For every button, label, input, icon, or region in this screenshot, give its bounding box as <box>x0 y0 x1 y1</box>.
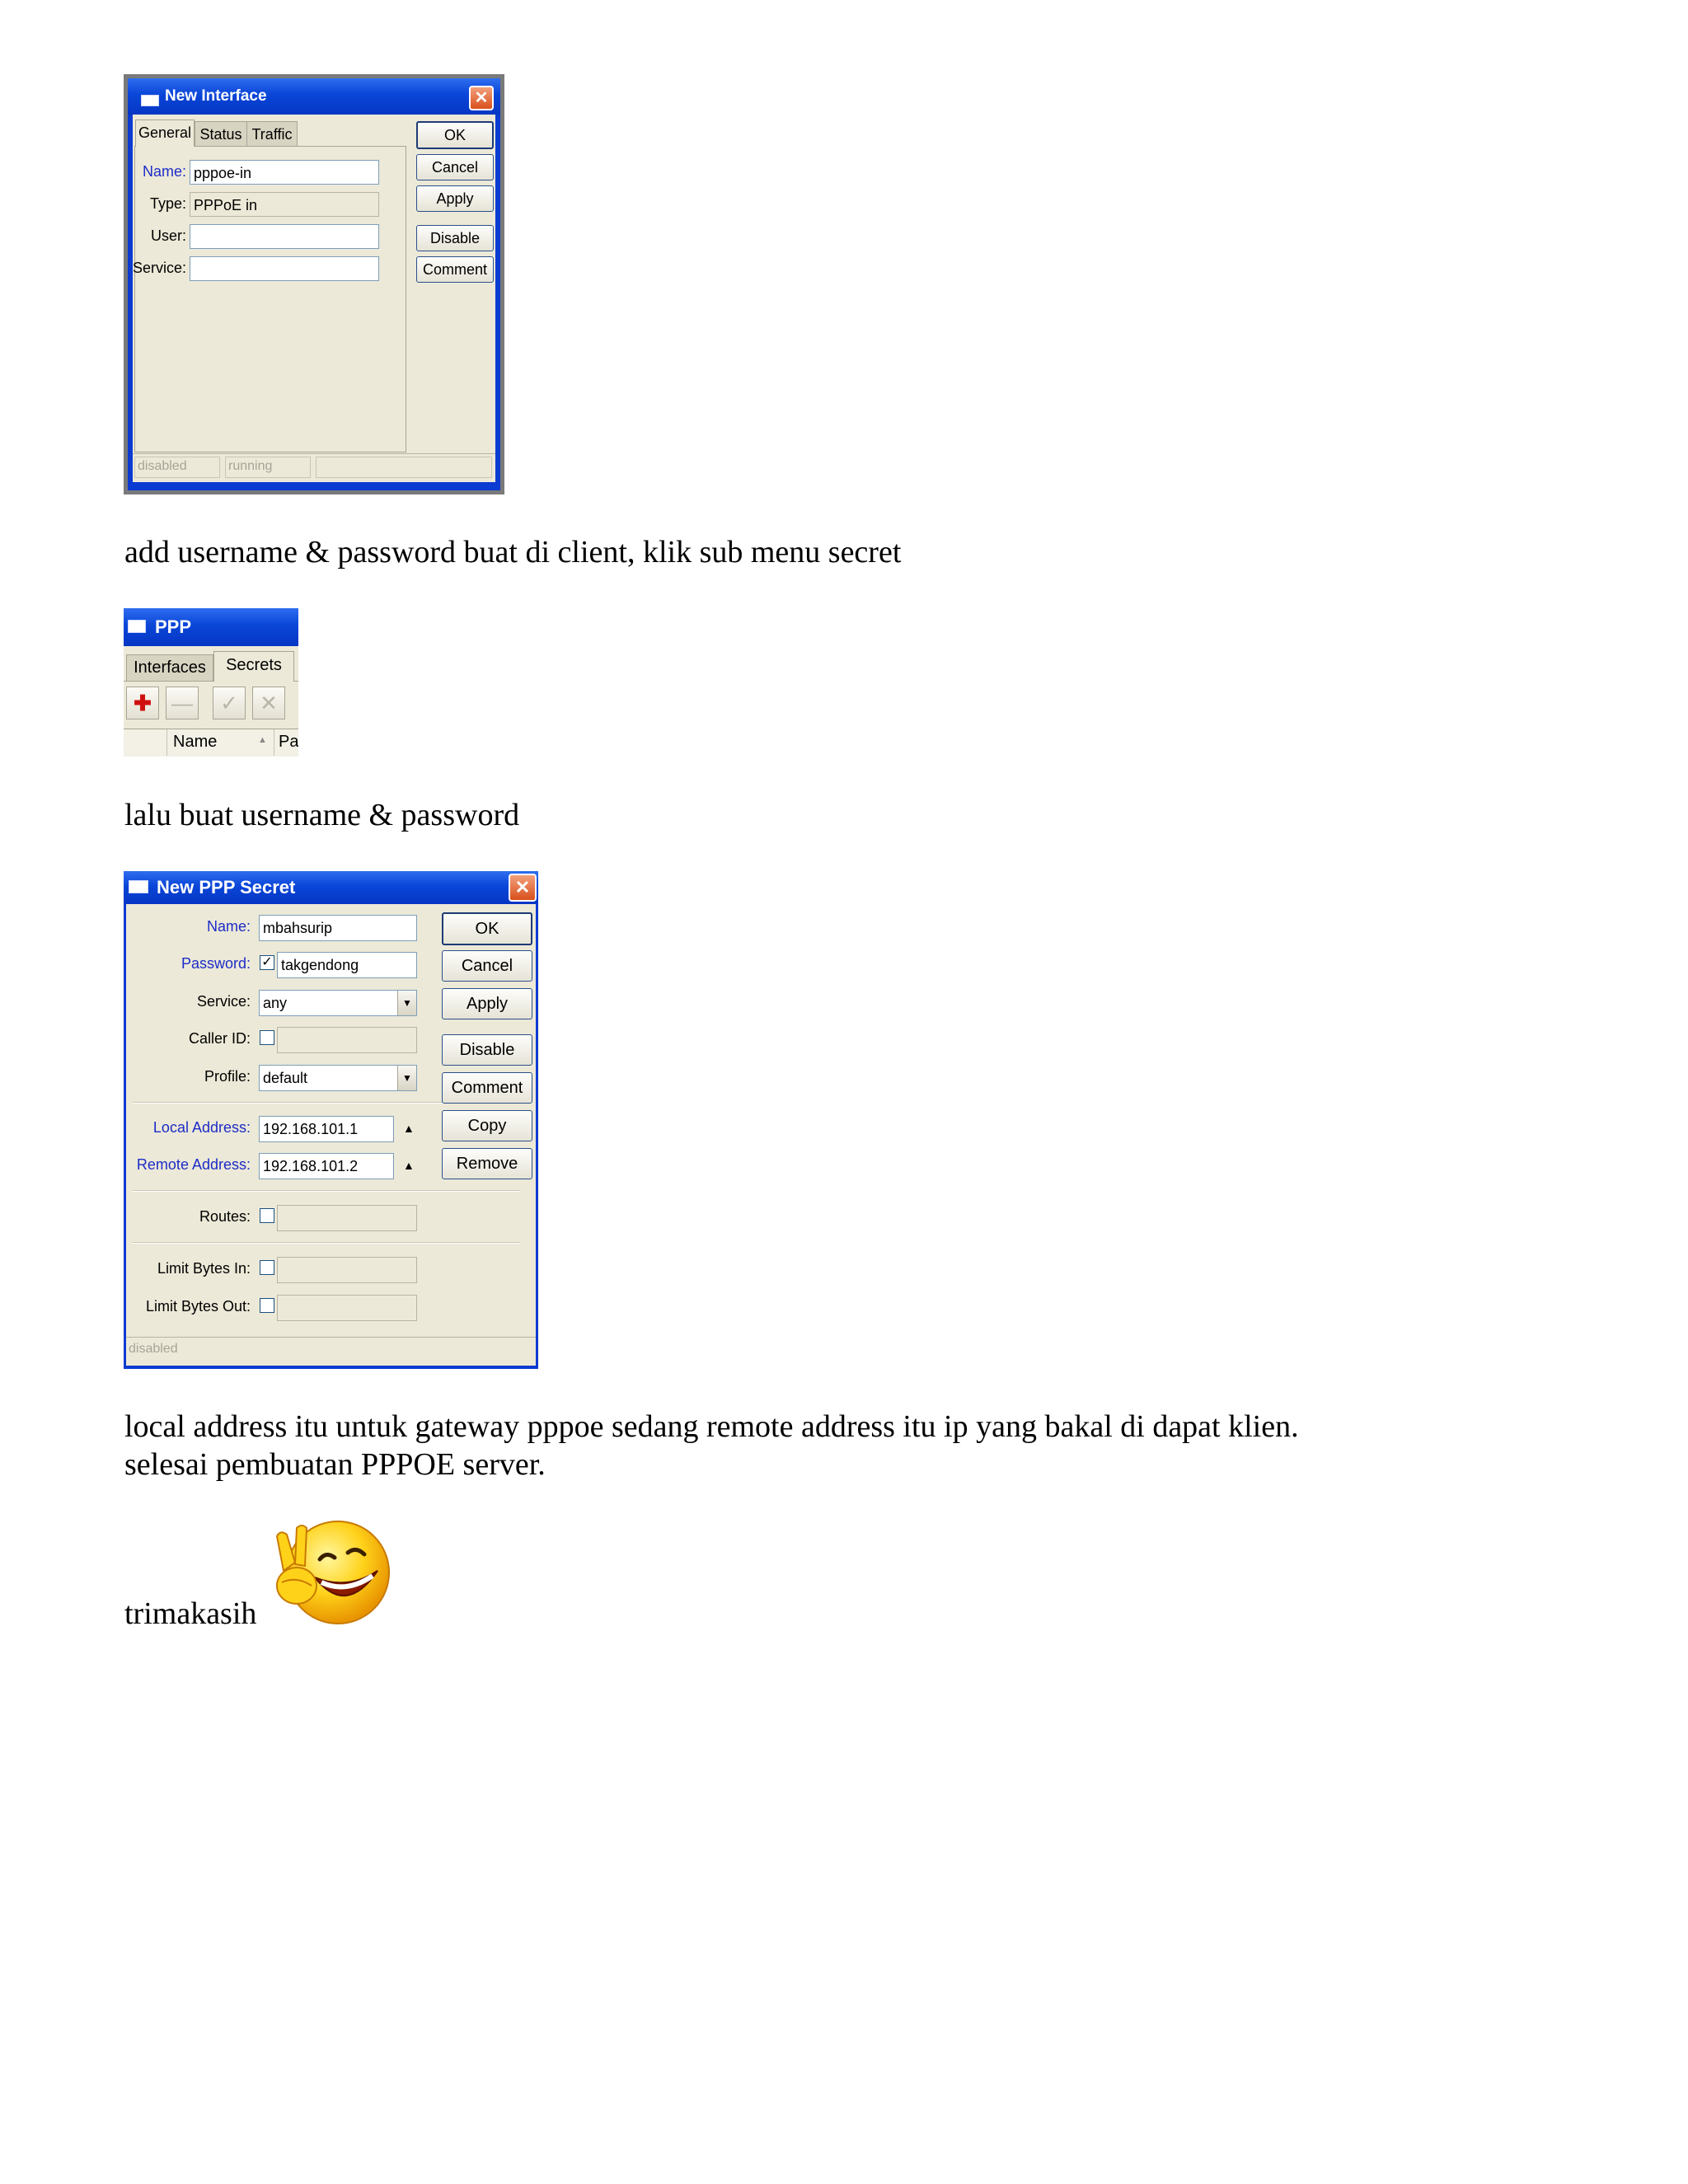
cancel-button[interactable]: Cancel <box>416 154 494 180</box>
tab-general[interactable]: General <box>135 120 195 147</box>
caller-id-checkbox[interactable] <box>260 1030 274 1045</box>
name-label: Name: <box>206 918 251 935</box>
caption-finished: selesai pembuatan PPPOE server. <box>124 1447 546 1482</box>
routes-input <box>277 1205 417 1231</box>
window-icon <box>128 620 146 633</box>
name-input[interactable]: mbahsurip <box>259 915 417 941</box>
secret-titlebar[interactable] <box>124 871 538 904</box>
limit-bytes-in-input <box>277 1257 417 1283</box>
status-disabled: disabled <box>129 1342 178 1356</box>
remote-address-input[interactable]: 192.168.101.2 <box>259 1153 394 1179</box>
window-title: New Interface <box>165 87 267 105</box>
sort-icon: ▲ <box>258 735 267 745</box>
new-interface-window <box>124 74 504 494</box>
ok-button[interactable]: OK <box>416 121 494 149</box>
peace-smiley-icon <box>272 1516 396 1632</box>
apply-button[interactable]: Apply <box>442 988 532 1019</box>
service-input[interactable] <box>190 256 379 281</box>
column-name[interactable]: Name <box>173 733 218 751</box>
ppp-toolbar <box>124 681 298 723</box>
disable-button[interactable]: Disable <box>442 1034 532 1066</box>
local-address-label: Local Address: <box>152 1119 251 1136</box>
expand-up-icon[interactable]: ▲ <box>403 1159 415 1172</box>
password-input[interactable]: takgendong <box>277 952 417 978</box>
tab-secrets[interactable]: Secrets <box>213 651 294 682</box>
closing-text: trimakasih <box>124 1596 257 1631</box>
close-icon[interactable]: ✕ <box>469 86 494 110</box>
remote-address-label: Remote Address: <box>136 1156 251 1173</box>
service-select[interactable] <box>259 990 417 1016</box>
window-icon <box>129 880 148 893</box>
remove-icon[interactable]: — <box>166 687 199 719</box>
limit-bytes-out-input <box>277 1295 417 1321</box>
routes-checkbox[interactable] <box>260 1208 274 1223</box>
caption-secret-menu: add username & password buat di client, klik sub menu secret <box>124 535 902 569</box>
chevron-down-icon[interactable]: ▼ <box>397 991 416 1015</box>
new-interface-titlebar[interactable] <box>128 78 500 115</box>
limit-bytes-out-label: Limit Bytes Out: <box>145 1298 251 1315</box>
comment-button[interactable]: Comment <box>416 256 494 283</box>
profile-select[interactable] <box>259 1065 417 1091</box>
remove-button[interactable]: Remove <box>442 1148 532 1179</box>
disable-icon[interactable]: ✕ <box>252 687 285 719</box>
caller-id-input <box>277 1027 417 1053</box>
new-interface-client <box>133 115 495 482</box>
ppp-title: PPP <box>155 616 192 637</box>
service-value: any <box>263 995 288 1011</box>
user-label: User: <box>150 227 186 244</box>
tab-status[interactable]: Status <box>195 121 247 147</box>
routes-label: Routes: <box>199 1208 251 1225</box>
caption-address-note: local address itu untuk gateway pppoe sedang remote address itu ip yang bakal di dapat klien. <box>124 1409 1299 1444</box>
general-panel <box>134 146 406 452</box>
name-label: Name: <box>142 163 186 180</box>
column-password[interactable]: Pa <box>279 733 298 751</box>
ppp-table-header <box>124 729 298 757</box>
close-icon[interactable]: ✕ <box>509 874 537 902</box>
status-bar <box>126 1337 536 1366</box>
status-disabled: disabled <box>134 457 220 478</box>
ppp-window <box>124 608 298 757</box>
limit-bytes-in-label: Limit Bytes In: <box>157 1260 251 1277</box>
local-address-input[interactable]: 192.168.101.1 <box>259 1116 394 1142</box>
apply-button[interactable]: Apply <box>416 185 494 212</box>
ppp-titlebar[interactable] <box>124 608 298 646</box>
cancel-button[interactable]: Cancel <box>442 950 532 982</box>
secret-client <box>126 904 536 1366</box>
enable-icon[interactable]: ✓ <box>213 687 246 719</box>
service-label: Service: <box>132 260 186 276</box>
password-checkbox[interactable]: ✓ <box>260 955 274 970</box>
limit-bytes-out-checkbox[interactable] <box>260 1298 274 1313</box>
type-field: PPPoE in <box>190 192 379 217</box>
password-label: Password: <box>181 955 251 972</box>
status-bar <box>133 453 495 482</box>
caller-id-label: Caller ID: <box>188 1030 251 1047</box>
status-empty <box>316 457 492 478</box>
caption-create-user: lalu buat username & password <box>124 798 520 832</box>
add-icon[interactable]: ✚ <box>126 687 159 719</box>
service-label: Service: <box>196 993 251 1010</box>
copy-button[interactable]: Copy <box>442 1110 532 1141</box>
status-running: running <box>225 457 311 478</box>
comment-button[interactable]: Comment <box>442 1072 532 1104</box>
name-input[interactable]: pppoe-in <box>190 160 379 185</box>
limit-bytes-in-checkbox[interactable] <box>260 1260 274 1275</box>
tab-interfaces[interactable]: Interfaces <box>126 654 213 682</box>
type-label: Type: <box>149 195 186 212</box>
chevron-down-icon[interactable]: ▼ <box>397 1066 416 1090</box>
disable-button[interactable]: Disable <box>416 225 494 251</box>
tab-traffic[interactable]: Traffic <box>246 121 298 147</box>
separator <box>133 1242 520 1244</box>
new-ppp-secret-window <box>124 871 538 1369</box>
profile-value: default <box>263 1070 308 1086</box>
secret-title: New PPP Secret <box>157 877 296 898</box>
header-blank <box>124 729 167 756</box>
window-icon <box>141 95 159 106</box>
ok-button[interactable]: OK <box>442 912 532 945</box>
expand-up-icon[interactable]: ▲ <box>403 1122 415 1135</box>
separator <box>133 1190 520 1192</box>
profile-label: Profile: <box>204 1068 251 1085</box>
user-input[interactable] <box>190 224 379 249</box>
